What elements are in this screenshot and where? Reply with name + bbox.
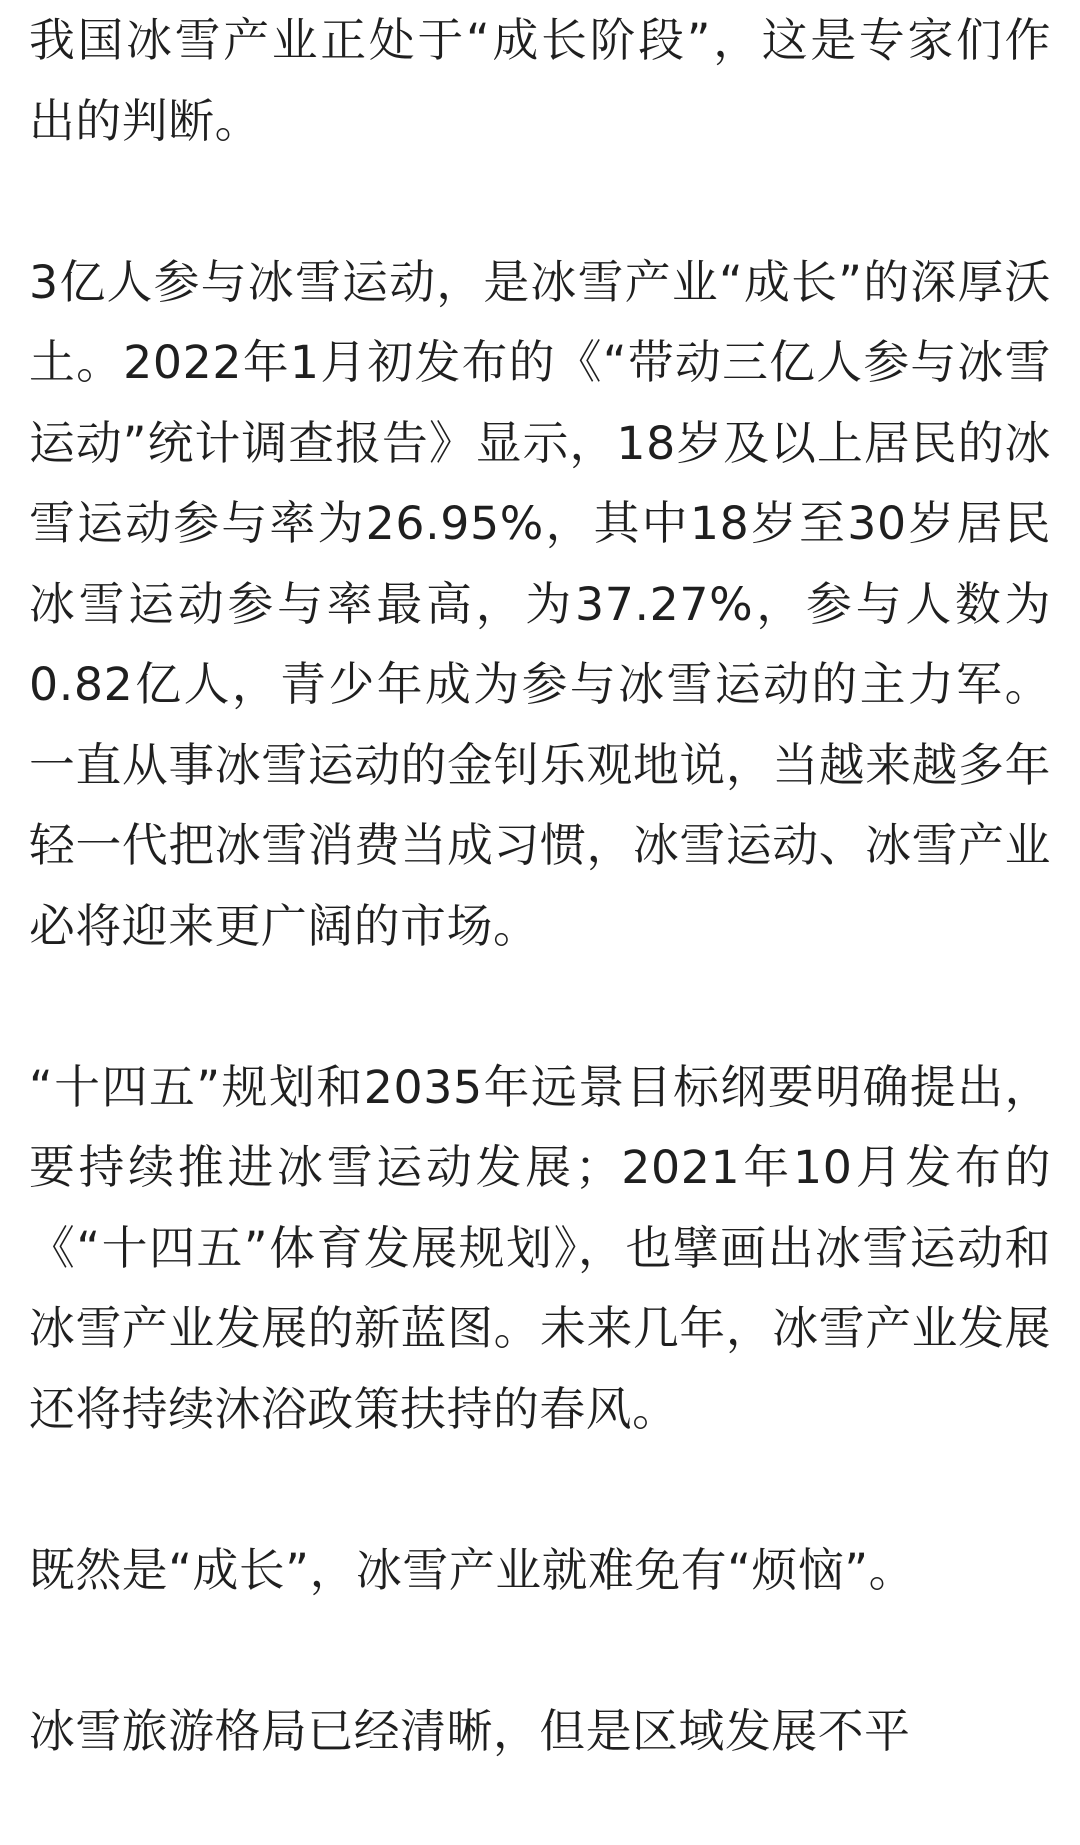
paragraph-spacer bbox=[29, 1449, 1051, 1530]
article-body bbox=[29, 0, 1051, 1771]
paragraph-3: “十四五”规划和2035年远景目标纲要明确提出，要持续推进冰雪运动发展；2021年10月发布的《“十四五”体育发展规划》，也擘画出冰雪运动和冰雪产业发展的新蓝图。未来几年，冰雪产业发展还将持续沐浴政策扶持的春风。 bbox=[29, 1059, 1051, 1436]
paragraph-5: 冰雪旅游格局已经清晰，但是区域发展不平 bbox=[29, 1703, 911, 1758]
paragraph-spacer bbox=[29, 161, 1051, 242]
paragraph-2: 3亿人参与冰雪运动，是冰雪产业“成长”的深厚沃土。2022年1月初发布的《“带动三亿人参与冰雪运动”统计调查报告》显示，18岁及以上居民的冰雪运动参与率为26.95%，其中18岁至30岁居民冰雪运动参与率最高，为37.27%，参与人数为0.82亿人，青少年成为参与冰雪运动的主力军。一直从事冰雪运动的金钊乐观地说，当越来越多年轻一代把冰雪消费当成习惯，冰雪运动、冰雪产业必将迎来更广阔的市场。 bbox=[29, 254, 1051, 953]
paragraph-4: 既然是“成长”，冰雪产业就难免有“烦恼”。 bbox=[29, 1542, 916, 1597]
paragraph-1: 我国冰雪产业正处于“成长阶段”，这是专家们作出的判断。 bbox=[29, 13, 1051, 148]
paragraph-spacer bbox=[29, 966, 1051, 1047]
paragraph-spacer bbox=[29, 1610, 1051, 1691]
